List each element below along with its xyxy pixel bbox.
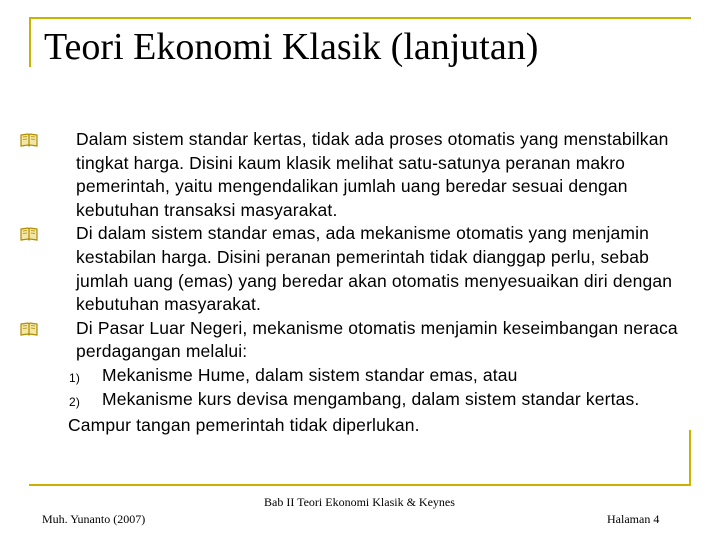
footer-chapter: Bab II Teori Ekonomi Klasik & Keynes [264, 495, 455, 509]
frame-bottom-line [29, 484, 691, 486]
slide-title: Teori Ekonomi Klasik (lanjutan) [44, 26, 539, 68]
sub-item-2 [20, 388, 690, 412]
sub-item-1 [20, 364, 690, 388]
bullet-text: Di Pasar Luar Negeri, mekanisme otomatis menjamin keseimbangan neraca perdagangan melalui: [76, 317, 678, 362]
sub-item-number: 2) [69, 394, 80, 409]
sub-item-text: Mekanisme kurs devisa mengambang, dalam sistem standar kertas. [102, 388, 640, 409]
book-icon [20, 131, 38, 147]
sub-item-text: Mekanisme Hume, dalam sistem standar emas, atau [102, 364, 518, 385]
frame-top-line [29, 17, 691, 19]
sub-item-number: 1) [69, 370, 80, 385]
bullet-item-3 [20, 317, 690, 364]
book-icon [20, 225, 38, 241]
bullet-item-2 [20, 222, 690, 316]
footer-page-number: Halaman 4 [607, 512, 660, 526]
frame-left-line [29, 17, 31, 67]
closing-text: Campur tangan pemerintah tidak diperlukan. [68, 415, 420, 436]
slide-content [20, 128, 690, 439]
bullet-text: Dalam sistem standar kertas, tidak ada proses otomatis yang menstabilkan tingkat harga. Disini kaum klasik melihat satu-satunya peranan makro pemerintah, yaitu mengendalikan jumlah uang beredar sesuai dengan kebutuhan transaksi masyarakat. [76, 129, 669, 220]
footer-author: Muh. Yunanto (2007) [42, 512, 146, 526]
bullet-item-1 [20, 128, 690, 222]
book-icon [20, 320, 38, 336]
bullet-text: Di dalam sistem standar emas, ada mekanisme otomatis yang menjamin kestabilan harga. Disini peranan pemerintah tidak dianggap perlu, sebab jumlah uang (emas) yang beredar akan otomatis menyesuaikan diri dengan kebutuhan masyarakat. [76, 223, 673, 315]
